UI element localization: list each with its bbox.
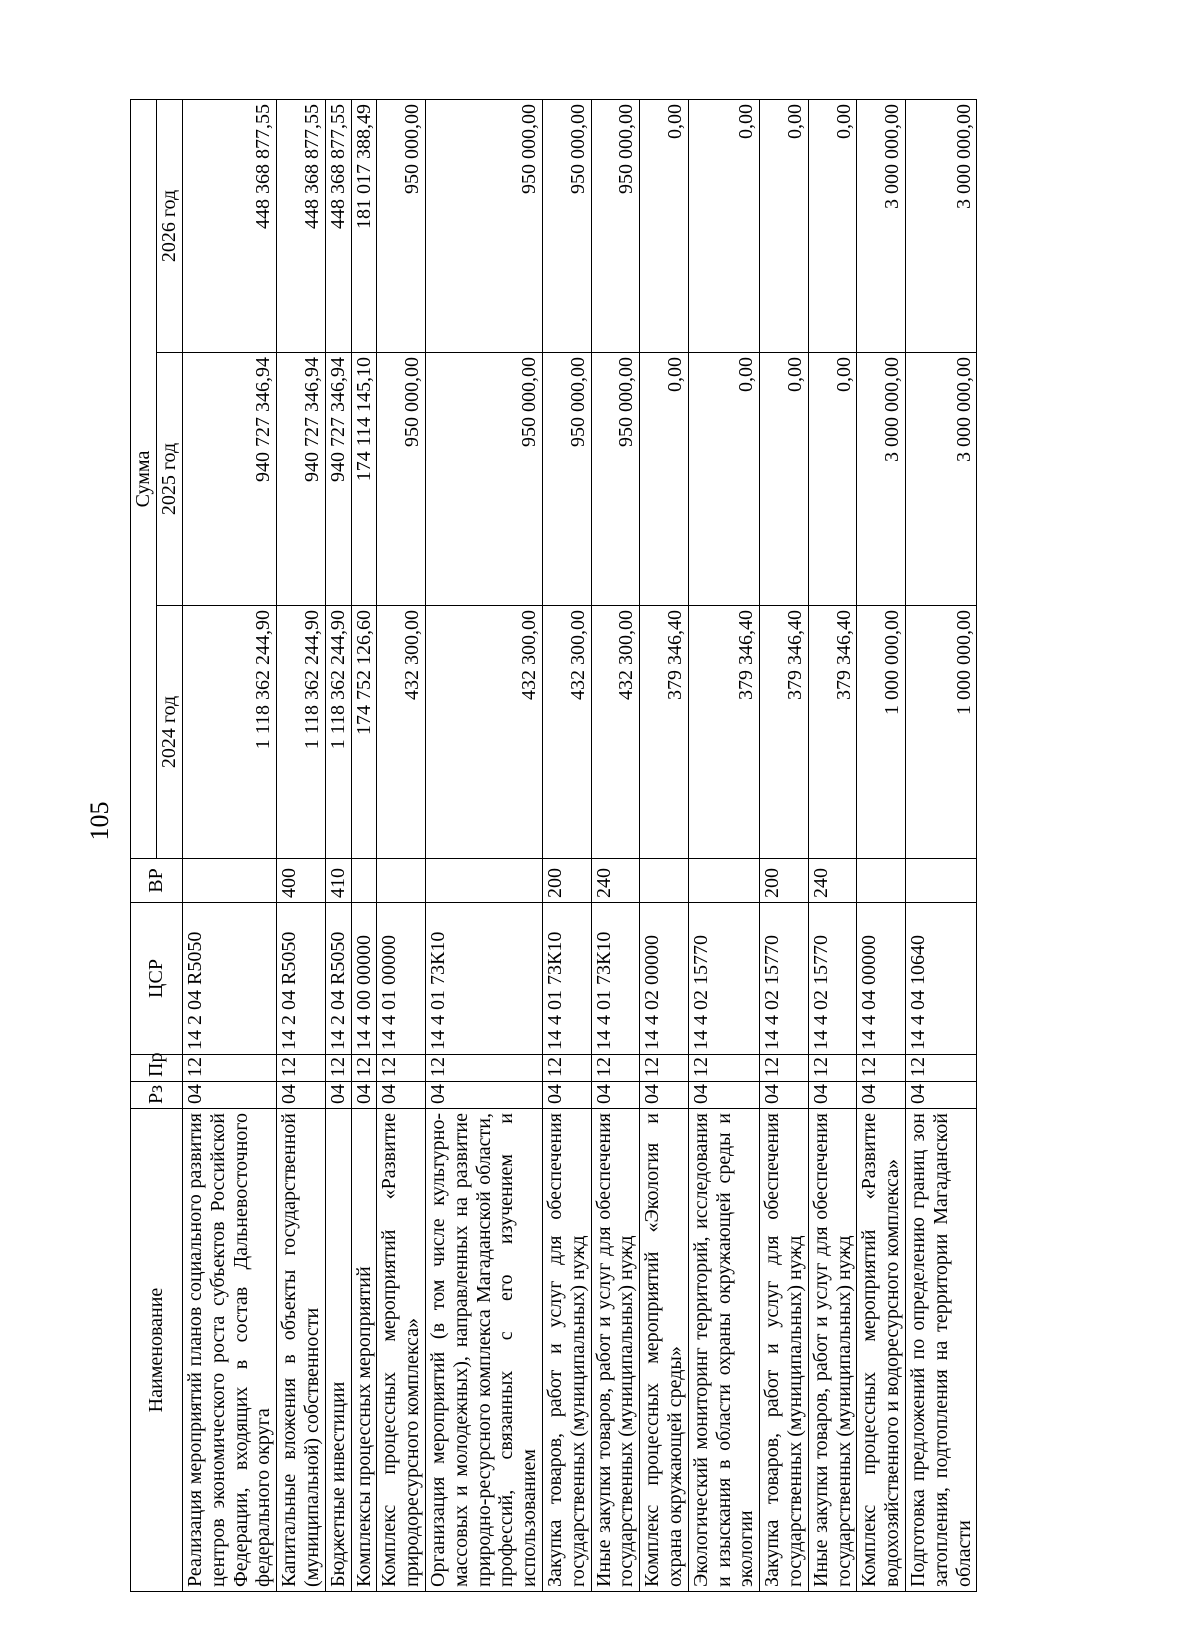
cell-2026: 3 000 000,00 — [905, 99, 976, 352]
header-2024: 2024 год — [157, 606, 183, 859]
cell-rz: 04 — [425, 1082, 542, 1109]
cell-name: Организация мероприятий (в том числе культурно-массовых и молодежных), направленных на развитие природно-ресурсного комплекса Магаданской области, профессий, связанных с его изучением и использованием — [425, 1109, 542, 1592]
cell-name: Иные закупки товаров, работ и услуг для обеспечения государственных (муниципальных) нужд — [808, 1109, 857, 1592]
cell-vr — [857, 859, 906, 903]
cell-pr: 12 — [591, 1055, 640, 1082]
header-csr: ЦСР — [131, 903, 183, 1055]
cell-2024: 432 300,00 — [591, 606, 640, 859]
cell-rz: 04 — [542, 1082, 591, 1109]
cell-2024: 1 118 362 244,90 — [183, 606, 277, 859]
cell-2025: 0,00 — [760, 353, 809, 606]
cell-vr: 410 — [325, 859, 351, 903]
cell-csr: 14 4 04 00000 — [857, 903, 906, 1055]
cell-2026: 950 000,00 — [425, 99, 542, 352]
cell-2024: 174 752 126,60 — [351, 606, 377, 859]
cell-pr: 12 — [277, 1055, 326, 1082]
header-rz: Рз — [131, 1082, 183, 1109]
cell-2024: 379 346,40 — [688, 606, 759, 859]
cell-csr: 14 2 04 R5050 — [183, 903, 277, 1055]
cell-2026: 3 000 000,00 — [857, 99, 906, 352]
cell-pr: 12 — [377, 1055, 426, 1082]
cell-vr — [351, 859, 377, 903]
cell-pr: 12 — [808, 1055, 857, 1082]
table-row — [760, 99, 809, 1591]
cell-2025: 950 000,00 — [425, 353, 542, 606]
cell-csr: 14 4 00 00000 — [351, 903, 377, 1055]
table-row — [905, 99, 976, 1591]
cell-2024: 432 300,00 — [542, 606, 591, 859]
table-row — [277, 99, 326, 1591]
cell-pr: 12 — [760, 1055, 809, 1082]
cell-2026: 950 000,00 — [591, 99, 640, 352]
header-2025: 2025 год — [157, 353, 183, 606]
cell-name: Капитальные вложения в объекты государственной (муниципальной) собственности — [277, 1109, 326, 1592]
cell-csr: 14 4 02 00000 — [640, 903, 689, 1055]
header-2026: 2026 год — [157, 99, 183, 352]
cell-pr: 12 — [542, 1055, 591, 1082]
cell-vr — [640, 859, 689, 903]
cell-2025: 0,00 — [640, 353, 689, 606]
cell-2024: 379 346,40 — [760, 606, 809, 859]
cell-rz: 04 — [688, 1082, 759, 1109]
cell-csr: 14 2 04 R5050 — [325, 903, 351, 1055]
cell-vr — [377, 859, 426, 903]
cell-rz: 04 — [277, 1082, 326, 1109]
cell-pr: 12 — [857, 1055, 906, 1082]
cell-vr — [425, 859, 542, 903]
cell-name: Реализация мероприятий планов социального развития центров экономического роста субъектов Российской Федерации, входящих в состав Дальневосточного федерального округа — [183, 1109, 277, 1592]
budget-table — [130, 99, 977, 1592]
cell-pr: 12 — [425, 1055, 542, 1082]
cell-vr: 200 — [542, 859, 591, 903]
cell-2026: 448 368 877,55 — [325, 99, 351, 352]
cell-csr: 14 4 02 15770 — [808, 903, 857, 1055]
table-row — [808, 99, 857, 1591]
cell-pr: 12 — [640, 1055, 689, 1082]
table-row — [688, 99, 759, 1591]
cell-2025: 0,00 — [808, 353, 857, 606]
cell-2024: 1 000 000,00 — [905, 606, 976, 859]
cell-2026: 950 000,00 — [377, 99, 426, 352]
cell-2024: 1 118 362 244,90 — [325, 606, 351, 859]
cell-csr: 14 4 01 73К10 — [425, 903, 542, 1055]
cell-2026: 448 368 877,55 — [183, 99, 277, 352]
cell-2024: 379 346,40 — [808, 606, 857, 859]
cell-2025: 174 114 145,10 — [351, 353, 377, 606]
cell-csr: 14 4 01 73К10 — [591, 903, 640, 1055]
table-row — [183, 99, 277, 1591]
table-row — [351, 99, 377, 1591]
cell-rz: 04 — [808, 1082, 857, 1109]
cell-pr: 12 — [183, 1055, 277, 1082]
header-pr: Пр — [131, 1055, 183, 1082]
cell-rz: 04 — [377, 1082, 426, 1109]
cell-name: Бюджетные инвестиции — [325, 1109, 351, 1592]
header-name: Наименование — [131, 1109, 183, 1592]
table-row — [857, 99, 906, 1591]
cell-rz: 04 — [591, 1082, 640, 1109]
table-row — [591, 99, 640, 1591]
table-header — [131, 99, 183, 1591]
cell-2025: 3 000 000,00 — [905, 353, 976, 606]
cell-vr — [905, 859, 976, 903]
cell-vr: 200 — [760, 859, 809, 903]
cell-csr: 14 4 01 00000 — [377, 903, 426, 1055]
cell-vr — [183, 859, 277, 903]
cell-2025: 950 000,00 — [377, 353, 426, 606]
cell-csr: 14 4 04 10640 — [905, 903, 976, 1055]
rotated-page-content — [130, 100, 1030, 1592]
cell-pr: 12 — [325, 1055, 351, 1082]
cell-csr: 14 2 04 R5050 — [277, 903, 326, 1055]
cell-pr: 12 — [351, 1055, 377, 1082]
header-sum: Сумма — [131, 99, 157, 858]
table-row — [640, 99, 689, 1591]
cell-name: Закупка товаров, работ и услуг для обеспечения государственных (муниципальных) нужд — [760, 1109, 809, 1592]
cell-name: Комплекс процессных мероприятий «Экология и охрана окружающей среды» — [640, 1109, 689, 1592]
cell-2025: 940 727 346,94 — [325, 353, 351, 606]
cell-2025: 950 000,00 — [591, 353, 640, 606]
table-row — [542, 99, 591, 1591]
cell-2024: 379 346,40 — [640, 606, 689, 859]
cell-name: Подготовка предложений по определению границ зон затопления, подтопления на территории Магаданской области — [905, 1109, 976, 1592]
cell-2026: 181 017 388,49 — [351, 99, 377, 352]
cell-name: Комплекс процессных мероприятий «Развитие природоресурсного комплекса» — [377, 1109, 426, 1592]
cell-rz: 04 — [351, 1082, 377, 1109]
cell-rz: 04 — [760, 1082, 809, 1109]
cell-2025: 940 727 346,94 — [277, 353, 326, 606]
cell-rz: 04 — [905, 1082, 976, 1109]
cell-2026: 950 000,00 — [542, 99, 591, 352]
cell-vr: 400 — [277, 859, 326, 903]
table-row — [377, 99, 426, 1591]
cell-2025: 0,00 — [688, 353, 759, 606]
cell-2026: 0,00 — [808, 99, 857, 352]
cell-name: Комплекс процессных мероприятий «Развитие водохозяйственного и водоресурсного комплекса» — [857, 1109, 906, 1592]
cell-rz: 04 — [183, 1082, 277, 1109]
cell-2024: 432 300,00 — [425, 606, 542, 859]
cell-csr: 14 4 01 73К10 — [542, 903, 591, 1055]
cell-2024: 432 300,00 — [377, 606, 426, 859]
cell-rz: 04 — [857, 1082, 906, 1109]
cell-rz: 04 — [325, 1082, 351, 1109]
cell-2025: 940 727 346,94 — [183, 353, 277, 606]
cell-name: Иные закупки товаров, работ и услуг для обеспечения государственных (муниципальных) нужд — [591, 1109, 640, 1592]
cell-2026: 448 368 877,55 — [277, 99, 326, 352]
cell-rz: 04 — [640, 1082, 689, 1109]
cell-vr: 240 — [591, 859, 640, 903]
cell-2026: 0,00 — [640, 99, 689, 352]
header-vr: ВР — [131, 859, 183, 903]
table-row — [425, 99, 542, 1591]
cell-name: Экологический мониторинг территорий, исследования и изыскания в области охраны окружающей среды и экологии — [688, 1109, 759, 1592]
cell-vr — [688, 859, 759, 903]
cell-vr: 240 — [808, 859, 857, 903]
cell-csr: 14 4 02 15770 — [688, 903, 759, 1055]
cell-pr: 12 — [905, 1055, 976, 1082]
cell-2026: 0,00 — [688, 99, 759, 352]
cell-name: Закупка товаров, работ и услуг для обеспечения государственных (муниципальных) нужд — [542, 1109, 591, 1592]
cell-2025: 3 000 000,00 — [857, 353, 906, 606]
table-body — [183, 99, 977, 1591]
cell-name: Комплексы процессных мероприятий — [351, 1109, 377, 1592]
cell-2024: 1 000 000,00 — [857, 606, 906, 859]
cell-2025: 950 000,00 — [542, 353, 591, 606]
cell-2024: 1 118 362 244,90 — [277, 606, 326, 859]
cell-pr: 12 — [688, 1055, 759, 1082]
table-row — [325, 99, 351, 1591]
cell-2026: 0,00 — [760, 99, 809, 352]
page-number: 105 — [85, 801, 114, 841]
cell-csr: 14 4 02 15770 — [760, 903, 809, 1055]
